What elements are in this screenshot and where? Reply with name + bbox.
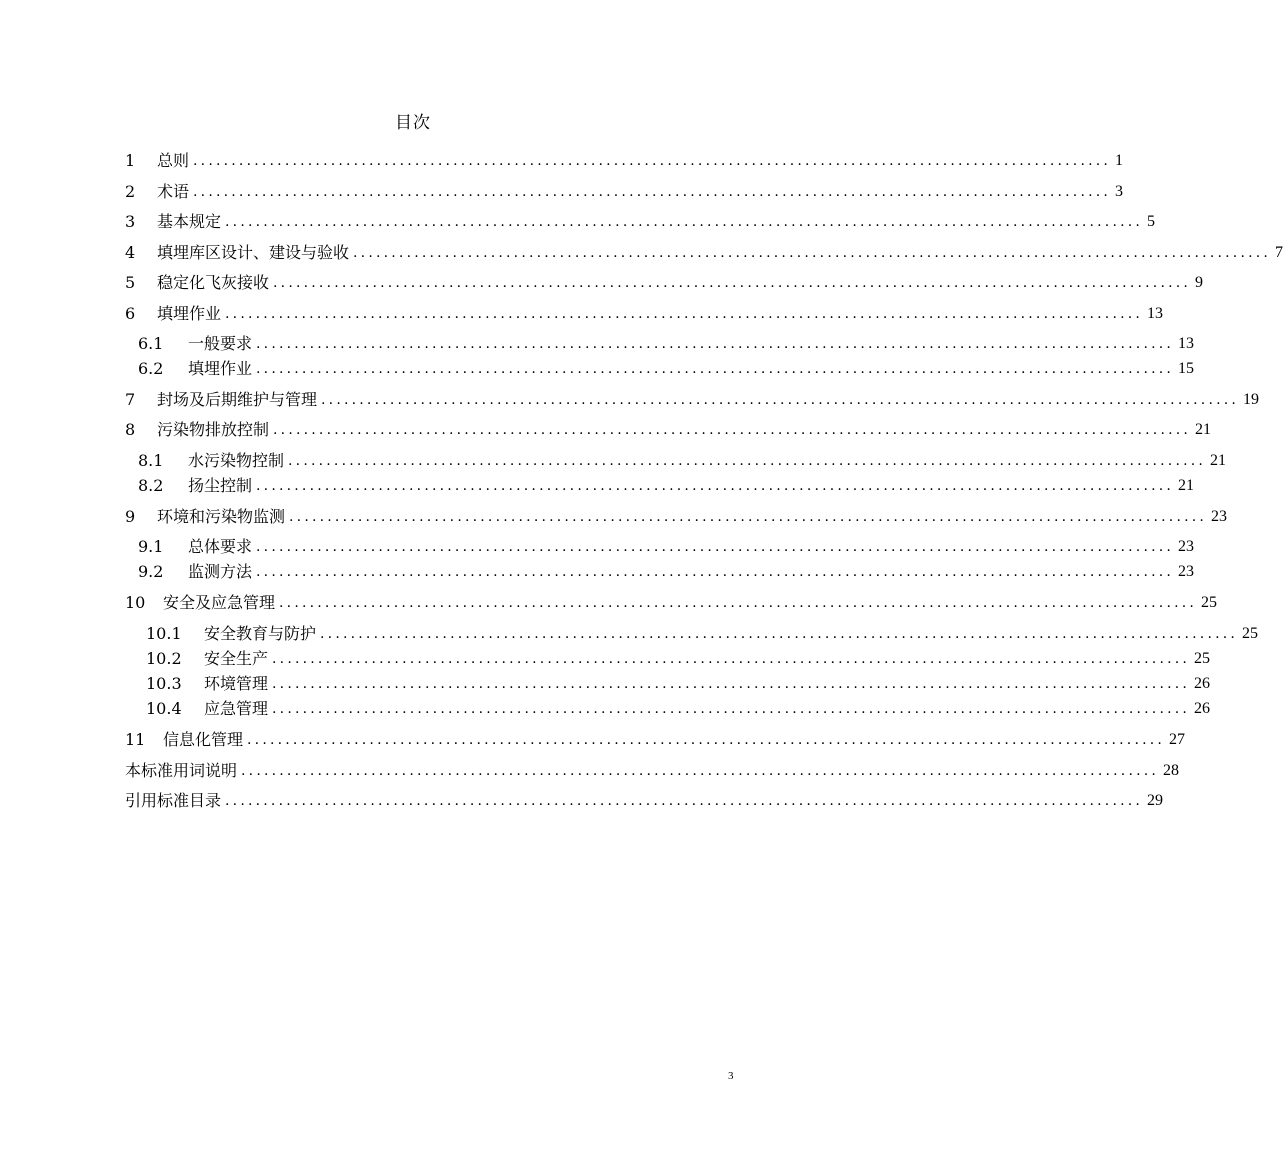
toc-entry-label: 一般要求 xyxy=(188,334,253,353)
dot-leader: ........................................................................................................................ xyxy=(288,453,1207,469)
toc-entry[interactable] xyxy=(138,449,1227,473)
toc-entry-label: 引用标准目录 xyxy=(125,791,222,810)
toc-entry-label: 应急管理 xyxy=(204,699,269,718)
dot-leader: ........................................................................................................................ xyxy=(272,651,1191,667)
toc-entry-page: 1 xyxy=(1115,152,1124,169)
toc-entry-page: 9 xyxy=(1195,274,1204,291)
toc-entry-number: 3 xyxy=(125,212,136,231)
page-number: 3 xyxy=(728,1070,734,1082)
toc-entry-label: 安全生产 xyxy=(204,649,269,668)
toc-entry-page: 15 xyxy=(1178,360,1195,377)
toc-entry-page: 5 xyxy=(1147,213,1156,230)
toc-entry-page: 21 xyxy=(1178,477,1195,494)
toc-entry[interactable] xyxy=(125,418,1212,442)
toc-entry-label: 水污染物控制 xyxy=(188,451,285,470)
toc-entry[interactable] xyxy=(125,591,1218,615)
dot-leader: ........................................................................................................................ xyxy=(273,422,1192,438)
toc-entry-page: 21 xyxy=(1195,421,1212,438)
toc-entry-number: 7 xyxy=(125,390,136,409)
toc-entry-label: 总体要求 xyxy=(188,537,253,556)
toc-entry[interactable] xyxy=(125,241,1283,265)
toc-entry[interactable] xyxy=(125,149,1124,173)
dot-leader: ........................................................................................................................ xyxy=(256,539,1175,555)
toc-entry-number: 9.1 xyxy=(138,537,164,556)
toc-entry-page: 23 xyxy=(1178,538,1195,555)
toc-entry-page: 26 xyxy=(1194,700,1211,717)
toc-entry-number: 10.3 xyxy=(146,674,182,693)
toc-entry[interactable] xyxy=(125,388,1260,412)
toc-entry[interactable] xyxy=(146,622,1259,646)
toc-entry-page: 19 xyxy=(1243,391,1260,408)
toc-entry[interactable] xyxy=(146,697,1211,721)
toc-entry-label: 安全及应急管理 xyxy=(163,593,276,612)
toc-entry[interactable] xyxy=(138,332,1195,356)
dot-leader: ........................................................................................................................ xyxy=(247,732,1166,748)
toc-entry-label: 术语 xyxy=(157,182,190,201)
toc-entry-number: 9 xyxy=(125,507,136,526)
toc-entry-page: 25 xyxy=(1194,650,1211,667)
toc-entry-number: 8 xyxy=(125,420,136,439)
toc-entry-label: 稳定化飞灰接收 xyxy=(157,273,270,292)
toc-entry-page: 29 xyxy=(1147,792,1164,809)
dot-leader: ........................................................................................................................ xyxy=(279,595,1198,611)
toc-entry-number: 8.1 xyxy=(138,451,164,470)
dot-leader: ........................................................................................................................ xyxy=(320,626,1239,642)
dot-leader: ........................................................................................................................ xyxy=(353,245,1272,261)
toc-entry[interactable] xyxy=(125,789,1164,813)
toc-entry-label: 总则 xyxy=(157,151,190,170)
dot-leader: ........................................................................................................................ xyxy=(225,793,1144,809)
toc-entry-label: 污染物排放控制 xyxy=(157,420,270,439)
toc-entry[interactable] xyxy=(138,357,1195,381)
toc-entry[interactable] xyxy=(125,505,1228,529)
toc-entry[interactable] xyxy=(125,759,1180,783)
dot-leader: ........................................................................................................................ xyxy=(225,306,1144,322)
toc-entry-label: 环境和污染物监测 xyxy=(157,507,286,526)
dot-leader: ........................................................................................................................ xyxy=(272,676,1191,692)
toc-entry-number: 6.1 xyxy=(138,334,164,353)
toc-entry[interactable] xyxy=(146,672,1211,696)
toc-entry-label: 填埋作业 xyxy=(157,304,222,323)
toc-entry-label: 封场及后期维护与管理 xyxy=(157,390,318,409)
toc-entry-label: 本标准用词说明 xyxy=(125,761,238,780)
toc-entry-page: 23 xyxy=(1178,563,1195,580)
toc-entry-page: 26 xyxy=(1194,675,1211,692)
toc-entry-label: 基本规定 xyxy=(157,212,222,231)
toc-entry-page: 21 xyxy=(1210,452,1227,469)
toc-entry-number: 8.2 xyxy=(138,476,164,495)
toc-entry-page: 13 xyxy=(1178,335,1195,352)
toc-entry-page: 25 xyxy=(1242,625,1259,642)
toc-entry[interactable] xyxy=(125,271,1204,295)
toc-entry-label: 信息化管理 xyxy=(163,730,244,749)
toc-entry-number: 5 xyxy=(125,273,136,292)
dot-leader: ........................................................................................................................ xyxy=(256,336,1175,352)
toc-entry-number: 10.2 xyxy=(146,649,182,668)
dot-leader: ........................................................................................................................ xyxy=(225,214,1144,230)
dot-leader: ........................................................................................................................ xyxy=(256,478,1175,494)
toc-entry[interactable] xyxy=(125,728,1186,752)
toc-entry[interactable] xyxy=(125,302,1164,326)
toc-entry-label: 填埋作业 xyxy=(188,359,253,378)
toc-entry-number: 1 xyxy=(125,151,136,170)
dot-leader: ........................................................................................................................ xyxy=(272,701,1191,717)
dot-leader: ........................................................................................................................ xyxy=(321,392,1240,408)
toc-entry-label: 扬尘控制 xyxy=(188,476,253,495)
toc-entry-number: 10 xyxy=(125,593,146,612)
dot-leader: ........................................................................................................................ xyxy=(273,275,1192,291)
toc-entry[interactable] xyxy=(146,647,1211,671)
toc-entry-label: 填埋库区设计、建设与验收 xyxy=(157,243,350,262)
toc-entry-label: 环境管理 xyxy=(204,674,269,693)
toc-entry-number: 10.1 xyxy=(146,624,182,643)
toc-entry[interactable] xyxy=(138,474,1195,498)
toc-entry-label: 监测方法 xyxy=(188,562,253,581)
toc-entry-number: 6 xyxy=(125,304,136,323)
dot-leader: ........................................................................................................................ xyxy=(256,361,1175,377)
dot-leader: ........................................................................................................................ xyxy=(193,184,1112,200)
dot-leader: ........................................................................................................................ xyxy=(193,153,1112,169)
toc-entry-page: 13 xyxy=(1147,305,1164,322)
toc-entry-page: 28 xyxy=(1163,762,1180,779)
toc-entry[interactable] xyxy=(138,535,1195,559)
toc-entry-number: 2 xyxy=(125,182,136,201)
toc-entry-number: 6.2 xyxy=(138,359,164,378)
toc-entry-page: 25 xyxy=(1201,594,1218,611)
toc-entry-page: 7 xyxy=(1275,244,1283,261)
toc-entry-page: 3 xyxy=(1115,183,1124,200)
toc-title: 目次 xyxy=(395,113,431,133)
toc-entry-number: 11 xyxy=(125,730,146,749)
dot-leader: ........................................................................................................................ xyxy=(256,564,1175,580)
toc-entry-label: 安全教育与防护 xyxy=(204,624,317,643)
toc-entry-page: 27 xyxy=(1169,731,1186,748)
toc-entry-number: 4 xyxy=(125,243,136,262)
toc-entry[interactable] xyxy=(125,180,1124,204)
dot-leader: ........................................................................................................................ xyxy=(241,763,1160,779)
toc-entry-number: 9.2 xyxy=(138,562,164,581)
toc-entry-number: 10.4 xyxy=(146,699,182,718)
dot-leader: ........................................................................................................................ xyxy=(289,509,1208,525)
toc-entry[interactable] xyxy=(138,560,1195,584)
toc-entry-page: 23 xyxy=(1211,508,1228,525)
toc-entry[interactable] xyxy=(125,210,1156,234)
